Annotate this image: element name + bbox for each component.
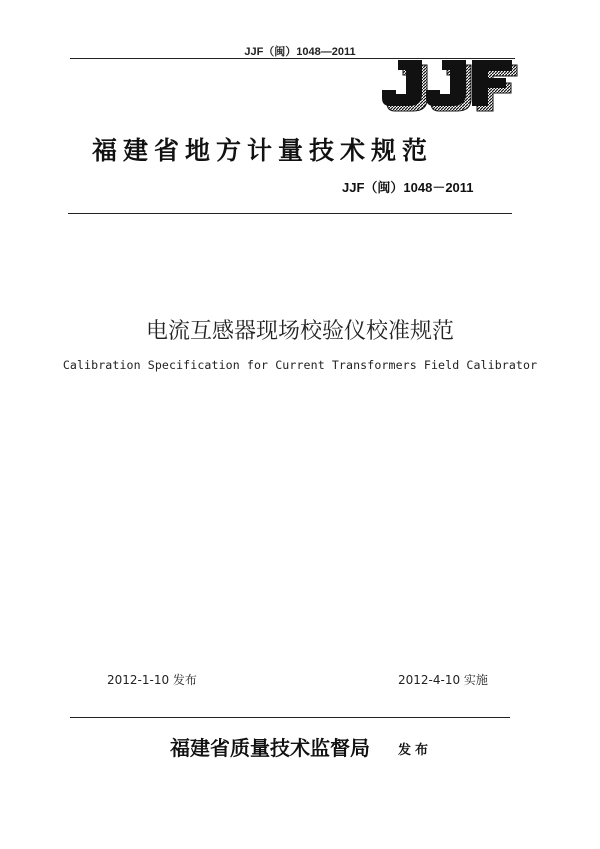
publisher-name: 福建省质量技术监督局 <box>170 736 370 760</box>
title-divider <box>68 213 512 214</box>
jjf-logo <box>382 60 522 112</box>
document-title-chinese: 电流互感器现场校验仪校准规范 <box>145 319 454 344</box>
header-document-code: JJF（闽）1048—2011 <box>244 46 356 58</box>
document-code: JJF（闽）1048－2011 <box>342 180 474 195</box>
jjf-logo-mark <box>382 60 522 112</box>
publisher-action: 发布 <box>398 743 433 758</box>
issue-date: 2012-1-10 发布 <box>107 673 197 687</box>
footer-divider <box>70 717 510 718</box>
document-title-english: Calibration Specification for Current Transformers Field Calibrator <box>62 358 538 372</box>
implementation-date: 2012-4-10 实施 <box>398 673 488 687</box>
series-title: 福建省地方计量技术规范 <box>92 136 434 165</box>
header-divider <box>70 58 515 59</box>
